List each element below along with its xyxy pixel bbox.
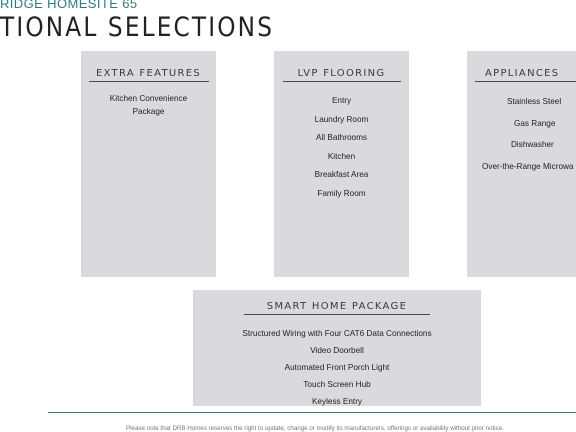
smart-home-package-card [193,290,481,406]
footer-divider [48,412,576,413]
list-item: Structured Wiring with Four CAT6 Data Connections [242,329,432,338]
list-item: Stainless Steel [507,97,562,106]
list-item: All Bathrooms [316,133,367,142]
list-item: Breakfast Area [314,170,369,179]
list-item: Automated Front Porch Light [284,363,390,372]
list-item: Keyless Entry [311,397,363,406]
smart-home-package-heading: SMART HOME PACKAGE [244,301,430,315]
extra-features-card [81,51,216,277]
list-item: Entry [331,96,352,105]
appliances-card [467,51,576,277]
list-item: Package [132,107,165,116]
list-item: Kitchen Convenience [109,94,188,103]
list-item: Kitchen [327,151,356,161]
list-item: Family Room [317,188,366,198]
lvp-flooring-card [274,51,409,277]
lvp-flooring-list [274,92,409,203]
lvp-flooring-heading: LVP FLOORING [283,68,401,82]
smart-home-package-list [193,325,481,406]
appliances-heading: APPLIANCES [475,68,576,82]
extra-features-heading: EXTRA FEATURES [89,68,209,82]
extra-features-list [81,92,216,118]
page-subtitle: RIDGE HOMESITE 65 [0,0,138,11]
list-item: Video Doorbell [310,346,364,355]
list-item: Over-the-Range Microwa [482,161,574,171]
page-title: TIONAL SELECTIONS [0,12,275,43]
list-item: Laundry Room [314,114,369,124]
footer-disclaimer: Please note that DRB Homes reserves the right to update, change or modify its manufacturers, offerings or availability without prior notice. [126,425,504,432]
appliances-list [467,91,576,177]
list-item: Touch Screen Hub [303,380,371,389]
list-item: Gas Range [514,118,556,128]
list-item: Dishwasher [511,140,554,149]
